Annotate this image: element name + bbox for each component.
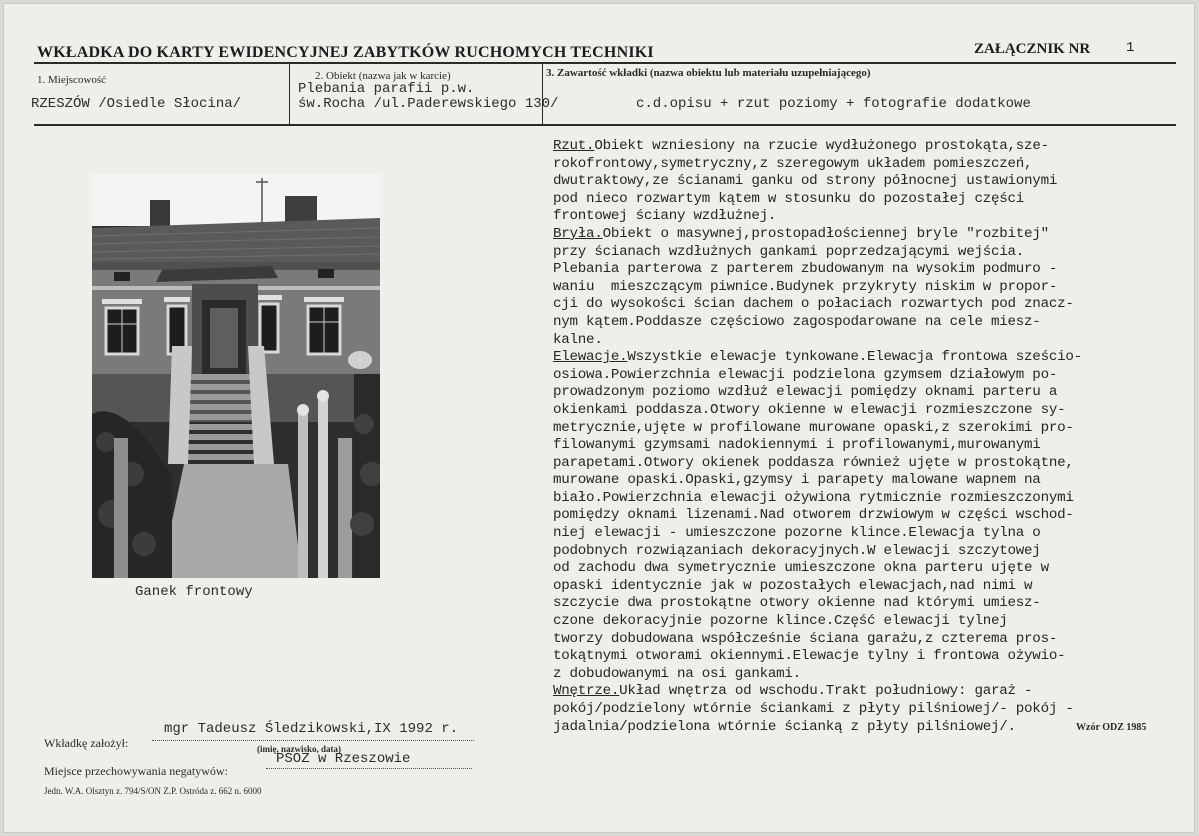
description-line-text: opaski identycznie jak w pozostałych elewacjach,nad nimi w — [553, 577, 1033, 594]
description-line — [553, 332, 1199, 350]
storage-value: PSOZ w Rzeszowie — [276, 751, 411, 767]
description-line — [553, 156, 1199, 174]
form-code: Wzór ODZ 1985 — [1076, 722, 1147, 733]
prepared-by-hint: (imię, nazwisko, data) — [257, 744, 341, 754]
description-line — [553, 701, 1199, 719]
description-line — [553, 648, 1199, 666]
storage-line — [266, 768, 472, 769]
description-line-text: czone dekoracyjnie pozorne klince.Część elewacji tylnej — [553, 613, 1008, 630]
house-photo-image — [92, 174, 380, 578]
annex-label: ZAŁĄCZNIK NR — [974, 41, 1091, 57]
object-label: 2. Obiekt (nazwa jak w karcie) — [315, 70, 451, 82]
description-line — [553, 472, 1199, 490]
content-value: c.d.opisu + rzut poziomy + fotografie dodatkowe — [636, 96, 1031, 112]
description-line-text: z dobudowanymi na osi gankami. — [553, 665, 801, 682]
description-line-text: tokątnymi otworami okiennymi.Elewacje tylny i frontowa ożywio- — [553, 648, 1066, 665]
description-line — [553, 560, 1199, 578]
description-line — [553, 208, 1199, 226]
description-line-text: dwutraktowy,ze ścianami ganku od strony północnej ustawionymi — [553, 173, 1058, 190]
card-title: WKŁADKA DO KARTY EWIDENCYJNEJ ZABYTKÓW RUCHOMYCH TECHNIKI — [37, 44, 654, 61]
section-heading: Bryła. — [553, 225, 603, 242]
description-text — [553, 138, 1199, 736]
prepared-by-line — [152, 740, 474, 741]
description-line — [553, 279, 1199, 297]
locality-value: RZESZÓW /Osiedle Słocina/ — [31, 96, 242, 112]
description-line — [553, 138, 1199, 156]
header-rule-top — [34, 62, 1176, 64]
description-line-text: pokój/podzielony wtórnie ściankami z płyty pilśniowej/- pokój - — [553, 701, 1074, 717]
annex-number: 1 — [1126, 40, 1135, 56]
description-line — [553, 226, 1199, 244]
description-line — [553, 296, 1199, 314]
locality-label: 1. Miejscowość — [37, 74, 107, 86]
section-heading: Wnętrze. — [553, 683, 620, 700]
object-value-line1: Plebania parafii p.w. — [298, 81, 475, 97]
description-line-text: frontowej ściany wzdłużnej. — [553, 208, 777, 225]
photo-caption: Ganek frontowy — [135, 584, 253, 600]
record-card-sheet — [3, 3, 1195, 833]
description-line — [553, 683, 1199, 701]
description-line — [553, 349, 1199, 367]
field-divider-1 — [289, 64, 290, 124]
description-line-text: murowane opaski.Opaski,gzymsy i parapety malowane wapnem na — [553, 472, 1041, 489]
prepared-by-value: mgr Tadeusz Śledzikowski,IX 1992 r. — [164, 721, 459, 737]
prepared-by-label: Wkładkę założył: — [44, 736, 129, 750]
description-line — [553, 490, 1199, 508]
description-line-text: pomiędzy oknami lizenami.Nad otworem drzwiowym w części wschod- — [553, 507, 1074, 524]
description-line-text: Plebania parterowa z parterem zbudowanym na wysokim podmuro - — [553, 261, 1058, 278]
description-line — [553, 437, 1199, 455]
description-line-text: od zachodu dwa symetrycznie umieszczone okna parteru ujęte w — [553, 560, 1049, 577]
description-line-text: cji do wysokości ścian dachem o połaciach rozwartych pod znacz- — [553, 296, 1074, 313]
description-line — [553, 578, 1199, 596]
description-line-text: kalne. — [553, 331, 603, 348]
description-line — [553, 595, 1199, 613]
description-line-text: podobnych rozwiązaniach dekoracyjnych.W elewacji szczytowej — [553, 542, 1041, 559]
description-line-text: pod nieco rozwartym kątem w stosunku do pozostałej części — [553, 190, 1025, 207]
description-line-text: niej elewacji - umieszczone pozorne klince.Elewacja tylna o — [553, 525, 1041, 542]
description-line — [553, 631, 1199, 649]
description-line — [553, 402, 1199, 420]
description-line — [553, 507, 1199, 525]
description-line-text: osiowa.Powierzchnia elewacji podzielona gzymsem działowym po- — [553, 366, 1058, 383]
description-line-text: filowanymi gzymsami nadokiennymi i profilowanymi,murowanymi — [553, 437, 1041, 454]
description-line — [553, 261, 1199, 279]
description-line — [553, 244, 1199, 262]
printer-info: Jedn. W.A. Olsztyn z. 794/S/ON Z.P. Ostróda z. 662 n. 6000 — [44, 786, 262, 796]
description-line — [553, 455, 1199, 473]
description-line — [553, 420, 1199, 438]
description-line — [553, 314, 1199, 332]
description-line-text: szczycie dwa prostokątne otwory okienne nad którymi umiesz- — [553, 595, 1041, 612]
description-line-text: nym kątem.Poddasze częściowo zagospodarowane na cele miesz- — [553, 313, 1041, 330]
description-line-text: prowadzonym poziomo wzdłuż elewacji pomiędzy oknami parteru a — [553, 384, 1058, 401]
description-line — [553, 666, 1199, 684]
description-line — [553, 543, 1199, 561]
description-line — [553, 613, 1199, 631]
description-line — [553, 367, 1199, 385]
description-line — [553, 525, 1199, 543]
object-value-line2: św.Rocha /ul.Paderewskiego 130/ — [298, 96, 559, 112]
description-line-text: parapetami.Otwory okienek poddasza również ujęte w prostokątne, — [553, 454, 1074, 471]
description-line-text: Obiekt o masywnej,prostopadłościennej bryle "rozbitej" — [602, 225, 1049, 242]
description-line-text: Układ wnętrza od wschodu.Trakt południowy: garaż - — [619, 683, 1033, 700]
description-line-text: Obiekt wzniesiony na rzucie wydłużonego prostokąta,sze- — [594, 138, 1049, 154]
section-heading: Elewacje. — [553, 349, 628, 366]
description-line-text: tworzy dobudowana współcześnie ściana garażu,z czterema pros- — [553, 630, 1058, 647]
description-line-text: metrycznie,ujęte w profilowane murowane opaski,z szerokimi pro- — [553, 419, 1074, 436]
description-line-text: rokofrontowy,symetryczny,z szeregowym układem pomieszczeń, — [553, 155, 1033, 172]
description-line-text: okienkami poddasza.Otwory okienne w elewacji rozmieszczone sy- — [553, 401, 1066, 418]
description-line-text: przy ścianach wzdłużnych gankami poprzedzającymi wejścia. — [553, 243, 1025, 260]
description-line-text: Wszystkie elewacje tynkowane.Elewacja frontowa sześcio- — [627, 349, 1082, 366]
content-label: 3. Zawartość wkładki (nazwa obiektu lub materiału uzupełniającego) — [546, 67, 871, 79]
description-line — [553, 173, 1199, 191]
description-line — [553, 384, 1199, 402]
storage-label: Miejsce przechowywania negatywów: — [44, 764, 228, 778]
field-divider-2 — [542, 64, 543, 124]
description-line — [553, 191, 1199, 209]
description-line-text: jadalnia/podzielona wtórnie ścianką z płyty pilśniowej/. — [553, 718, 1016, 735]
section-heading: Rzut. — [553, 138, 595, 154]
house-photo — [92, 174, 380, 578]
description-line-text: waniu mieszczącym piwnice.Budynek przykryty niskim w propor- — [553, 278, 1058, 295]
header-rule-bottom — [34, 124, 1176, 126]
description-line-text: biało.Powierzchnia elewacji ożywiona rytmicznie rozmieszczonymi — [553, 489, 1074, 506]
